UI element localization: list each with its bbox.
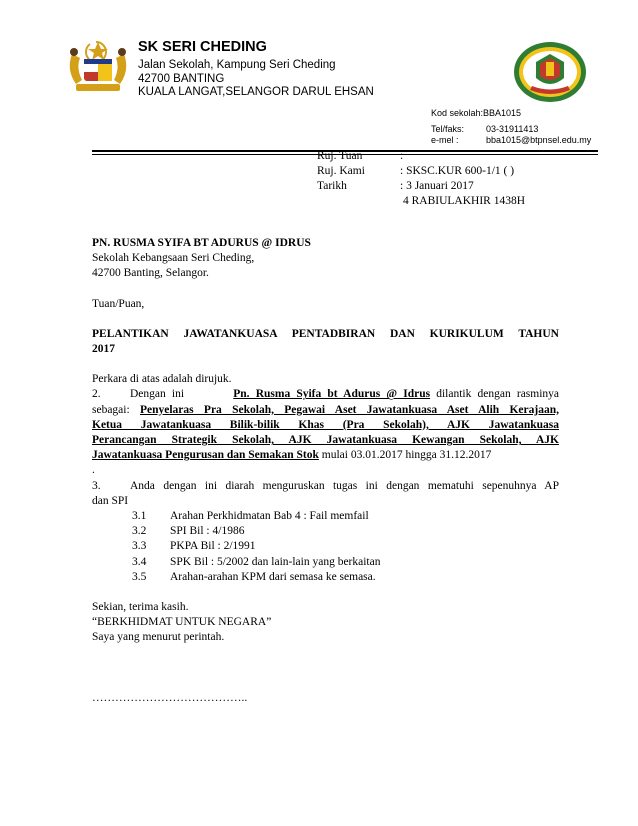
tarikh-value: : 3 Januari 2017 — [400, 180, 474, 192]
school-code: Kod sekolah:BBA1015 — [431, 108, 522, 118]
ruj-kami-value: : SKSC.KUR 600-1/1 ( ) — [400, 165, 515, 177]
subject-line-2: 2017 — [92, 343, 115, 356]
list-item-number: 3.5 — [132, 570, 147, 583]
tel-value: 03-31911413 — [486, 124, 539, 134]
list-item — [92, 509, 559, 524]
p2-number: 2. — [92, 388, 101, 401]
tarikh-label: Tarikh — [317, 180, 347, 192]
address-line-1: Jalan Sekolah, Kampung Seri Cheding — [138, 59, 336, 71]
address-line-3: KUALA LANGAT,SELANGOR DARUL EHSAN — [138, 86, 374, 98]
ruj-tuan-label: Ruj. Tuan — [317, 150, 363, 162]
email-value: bba1015@btpnsel.edu.my — [486, 135, 592, 145]
p2-role-1: Penyelaras Pra Sekolah, Pegawai Aset Jawatankuasa Aset Alih Kerajaan, — [139, 403, 559, 416]
p2-period: mulai 03.01.2017 hingga 31.12.2017 — [318, 449, 492, 462]
signature-line: ………………………………….. — [92, 691, 248, 704]
p3-text: Anda dengan ini diarah menguruskan tugas ini dengan mematuhi sepenuhnya AP — [130, 479, 559, 492]
p2-role-4: Jawatankuasa Pengurusan dan Semakan Stok — [92, 449, 319, 462]
list-item — [92, 539, 559, 554]
recipient-line-1: Sekolah Kebangsaan Seri Cheding, — [92, 252, 255, 265]
hijri-date: 4 RABIULAKHIR 1438H — [403, 195, 526, 207]
paragraph-3-line-1 — [92, 479, 559, 494]
recipient-line-2: 42700 Banting, Selangor. — [92, 267, 209, 280]
p2-rest: dilantik dengan rasminya — [436, 388, 560, 401]
list-item-text: SPK Bil : 5/2002 dan lain-lain yang berkaitan — [170, 555, 381, 568]
list-item — [92, 570, 559, 585]
coat-of-arms-icon — [62, 40, 134, 94]
email-label: e-mel : — [431, 135, 459, 145]
list-item-number: 3.4 — [132, 555, 147, 568]
p2-trailing-dot: . — [92, 464, 95, 477]
recipient-name: PN. RUSMA SYIFA BT ADURUS @ IDRUS — [92, 237, 311, 249]
ruj-tuan-value: : — [400, 150, 404, 162]
closing-line-1: Sekian, terima kasih. — [92, 601, 189, 614]
closing-motto: “BERKHIDMAT UNTUK NEGARA” — [92, 616, 272, 629]
subject-line-1: PELANTIKAN JAWATANKUASA PENTADBIRAN DAN KURIKULUM TAHUN — [92, 327, 559, 340]
p2-sebagai: sebagai: — [92, 403, 130, 416]
ruj-kami-label: Ruj. Kami — [317, 165, 365, 177]
closing-line-3: Saya yang menurut perintah. — [92, 631, 225, 644]
paragraph-1: Perkara di atas adalah dirujuk. — [92, 373, 232, 386]
list-item-number: 3.1 — [132, 510, 147, 523]
address-line-2: 42700 BANTING — [138, 73, 225, 85]
paragraph-2-line-1 — [92, 387, 559, 402]
list-item-text: Arahan-arahan KPM dari semasa ke semasa. — [170, 570, 376, 583]
p2-role-2: Ketua Jawatankuasa Bilik-bilik Khas (Pra Sekolah), AJK Jawatankuasa — [92, 418, 559, 431]
tel-label: Tel/faks: — [431, 124, 465, 134]
salutation: Tuan/Puan, — [92, 297, 145, 310]
letter-body — [92, 236, 559, 706]
p2-appointee-name: Pn. Rusma Syifa bt Adurus @ Idrus — [233, 388, 431, 401]
list-item-text: SPI Bil : 4/1986 — [170, 525, 245, 538]
school-name: SK SERI CHEDING — [138, 39, 267, 55]
paragraph-2-line-5 — [92, 448, 559, 463]
school-logo-icon — [512, 40, 588, 104]
paragraph-2-line-2 — [92, 403, 559, 418]
list-item — [92, 524, 559, 539]
list-item-number: 3.3 — [132, 540, 147, 553]
p2-intro: Dengan ini — [130, 388, 185, 401]
p2-role-3: Perancangan Strategik Sekolah, AJK Jawatankuasa Kewangan Sekolah, AJK — [92, 434, 559, 447]
list-item-text: Arahan Perkhidmatan Bab 4 : Fail memfail — [170, 510, 369, 523]
paragraph-3-line-2: dan SPI — [92, 494, 129, 507]
list-item-number: 3.2 — [132, 525, 147, 538]
list-item — [92, 555, 559, 570]
list-item-text: PKPA Bil : 2/1991 — [170, 540, 256, 553]
p3-number: 3. — [92, 479, 101, 492]
